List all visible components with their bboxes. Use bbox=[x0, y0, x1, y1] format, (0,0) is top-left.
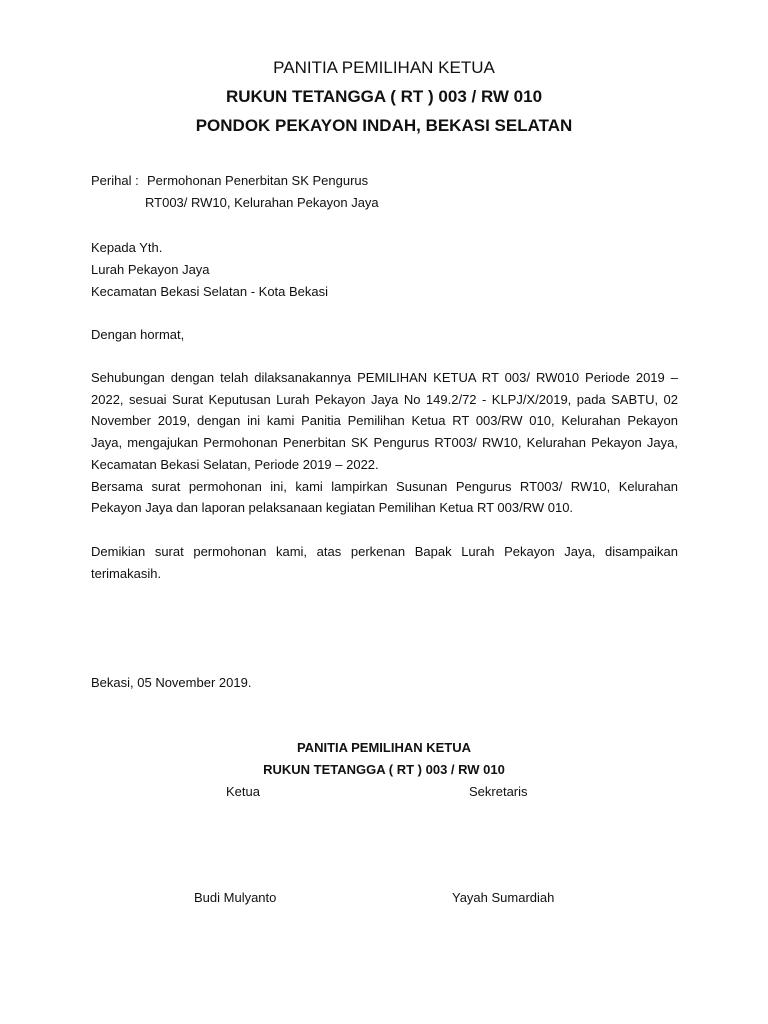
salutation: Dengan hormat, bbox=[91, 327, 185, 342]
body-line: Pekayon Jaya dan laporan pelaksanaan kegiatan Pemilihan Ketua RT 003/RW 010. bbox=[91, 500, 574, 516]
header-location: PONDOK PEKAYON INDAH, BEKASI SELATAN bbox=[195, 116, 573, 135]
name-secretary: Yayah Sumardiah bbox=[452, 890, 555, 905]
perihal-line-1: Permohonan Penerbitan SK Pengurus bbox=[147, 173, 369, 188]
body-line: Sehubungan dengan telah dilaksanakannya PEMILIHAN KETUA RT 003/ RW010 Periode 2019 – bbox=[91, 370, 678, 385]
name-chairman: Budi Mulyanto bbox=[194, 890, 277, 905]
signature-org-2: RUKUN TETANGGA ( RT ) 003 / RW 010 bbox=[263, 762, 505, 777]
body-line: Bersama surat permohonan ini, kami lampirkan Susunan Pengurus RT003/ RW10, Kelurahan bbox=[91, 478, 678, 494]
place-date: Bekasi, 05 November 2019. bbox=[91, 675, 252, 690]
body-line: November 2019, dengan ini kami Panitia Pemilihan Ketua RT 003/RW 010, Kelurahan Pekayon bbox=[91, 413, 678, 429]
body-line: 2022, sesuai Surat Keputusan Lurah Pekayon Jaya No 149.2/72 - KLPJ/X/2019, pada SABTU, 02 bbox=[91, 391, 678, 407]
recipient-greeting: Kepada Yth. bbox=[91, 240, 163, 255]
perihal-line-2: RT003/ RW10, Kelurahan Pekayon Jaya bbox=[145, 195, 379, 210]
body-paragraph-1 bbox=[91, 367, 678, 519]
recipient-address: Kecamatan Bekasi Selatan - Kota Bekasi bbox=[91, 284, 329, 299]
signature-org-1: PANITIA PEMILIHAN KETUA bbox=[296, 740, 472, 755]
perihal-label: Perihal : bbox=[91, 173, 139, 188]
body-line: Jaya, mengajukan Permohonan Penerbitan SK Pengurus RT003/ RW10, Kelurahan Pekayon Jaya, bbox=[91, 435, 678, 451]
role-secretary: Sekretaris bbox=[469, 784, 528, 799]
header-rt-rw: RUKUN TETANGGA ( RT ) 003 / RW 010 bbox=[225, 87, 543, 106]
body-paragraph-2 bbox=[91, 541, 678, 584]
recipient-name: Lurah Pekayon Jaya bbox=[91, 262, 210, 277]
header-committee: PANITIA PEMILIHAN KETUA bbox=[273, 58, 495, 77]
role-chairman: Ketua bbox=[226, 784, 260, 799]
body-line: Kecamatan Bekasi Selatan, Periode 2019 – 2022. bbox=[91, 456, 379, 472]
body-line: terimakasih. bbox=[91, 565, 162, 581]
body-line: Demikian surat permohonan kami, atas perkenan Bapak Lurah Pekayon Jaya, disampaikan bbox=[91, 544, 678, 559]
